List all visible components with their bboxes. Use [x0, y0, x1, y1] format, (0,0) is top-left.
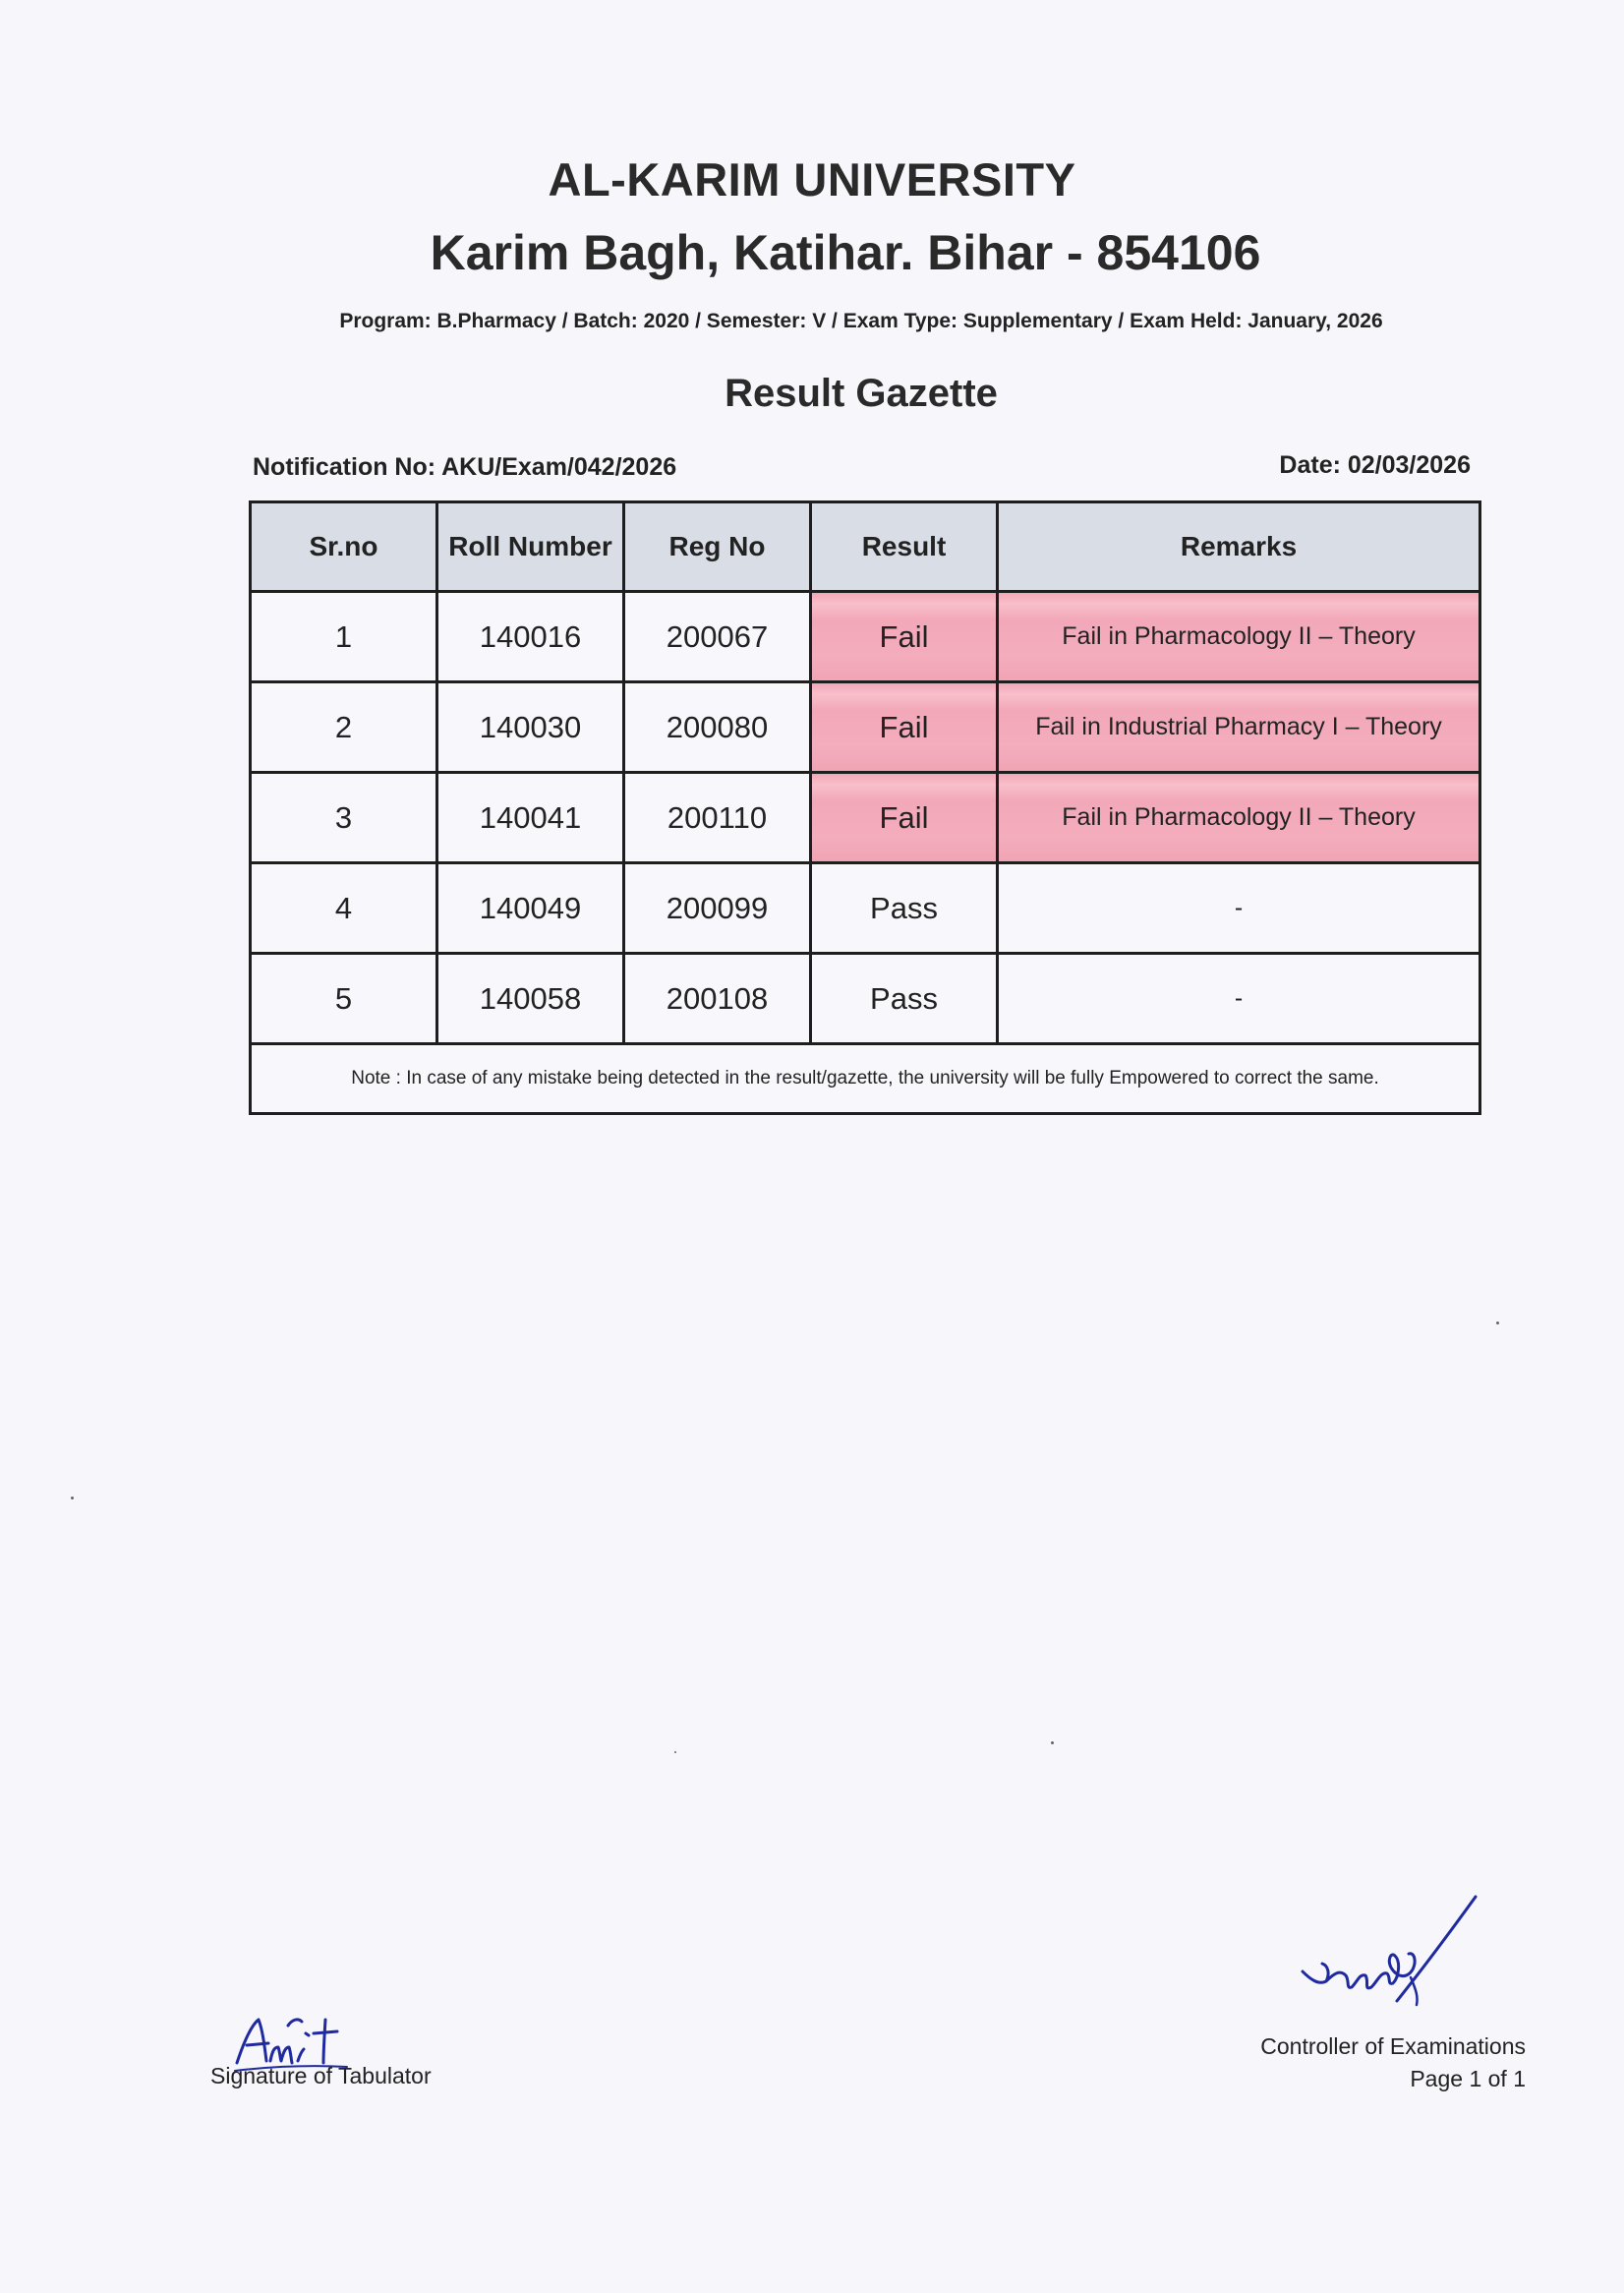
- roll-number-cell: 140041: [437, 773, 624, 863]
- controller-signature: [1293, 1883, 1479, 2011]
- result-cell: Fail: [811, 592, 998, 682]
- reg-no-cell: 200108: [624, 954, 811, 1044]
- result-cell: Pass: [811, 954, 998, 1044]
- table-note-row: [251, 1044, 1480, 1114]
- roll-number-cell: 140058: [437, 954, 624, 1044]
- notification-date: Date: 02/03/2026: [1279, 451, 1471, 479]
- result-cell: Fail: [811, 682, 998, 773]
- program-details: Program: B.Pharmacy / Batch: 2020 / Semester: V / Exam Type: Supplementary / Exam Held: January, 2026: [339, 310, 1383, 332]
- table-row: [251, 592, 1480, 682]
- table-row: [251, 863, 1480, 954]
- controller-label: Controller of Examinations: [1260, 2033, 1526, 2059]
- result-cell: Pass: [811, 863, 998, 954]
- remarks-cell: Fail in Pharmacology II – Theory: [998, 592, 1480, 682]
- reg-no-cell: 200099: [624, 863, 811, 954]
- scan-speck: [1051, 1741, 1054, 1744]
- notification-number: Notification No: AKU/Exam/042/2026: [253, 453, 677, 481]
- table-row: [251, 682, 1480, 773]
- column-header-sr-no: Sr.no: [251, 502, 437, 592]
- tabulator-label: Signature of Tabulator: [210, 2063, 432, 2088]
- reg-no-cell: 200067: [624, 592, 811, 682]
- scan-speck: [674, 1751, 676, 1753]
- scan-speck: [1496, 1322, 1499, 1324]
- column-header-reg-no: Reg No: [624, 502, 811, 592]
- reg-no-cell: 200110: [624, 773, 811, 863]
- university-address: Karim Bagh, Katihar. Bihar - 854106: [430, 225, 1261, 280]
- sr-no-cell: 2: [251, 682, 437, 773]
- result-cell: Fail: [811, 773, 998, 863]
- sr-no-cell: 4: [251, 863, 437, 954]
- result-table: [249, 500, 1481, 1115]
- remarks-cell: Fail in Pharmacology II – Theory: [998, 773, 1480, 863]
- university-name: AL-KARIM UNIVERSITY: [548, 153, 1076, 206]
- roll-number-cell: 140030: [437, 682, 624, 773]
- table-note: Note : In case of any mistake being detected in the result/gazette, the university will be fully Empowered to correct the same.: [251, 1044, 1480, 1114]
- scan-speck: [71, 1497, 74, 1499]
- remarks-cell: -: [998, 863, 1480, 954]
- roll-number-cell: 140016: [437, 592, 624, 682]
- remarks-cell: -: [998, 954, 1480, 1044]
- remarks-cell: Fail in Industrial Pharmacy I – Theory: [998, 682, 1480, 773]
- table-row: [251, 773, 1480, 863]
- sr-no-cell: 1: [251, 592, 437, 682]
- table-header-row: [251, 502, 1480, 592]
- page-number: Page 1 of 1: [1410, 2066, 1526, 2091]
- document-title: Result Gazette: [725, 372, 998, 415]
- sr-no-cell: 3: [251, 773, 437, 863]
- column-header-remarks: Remarks: [998, 502, 1480, 592]
- sr-no-cell: 5: [251, 954, 437, 1044]
- column-header-roll-number: Roll Number: [437, 502, 624, 592]
- roll-number-cell: 140049: [437, 863, 624, 954]
- reg-no-cell: 200080: [624, 682, 811, 773]
- table-row: [251, 954, 1480, 1044]
- column-header-result: Result: [811, 502, 998, 592]
